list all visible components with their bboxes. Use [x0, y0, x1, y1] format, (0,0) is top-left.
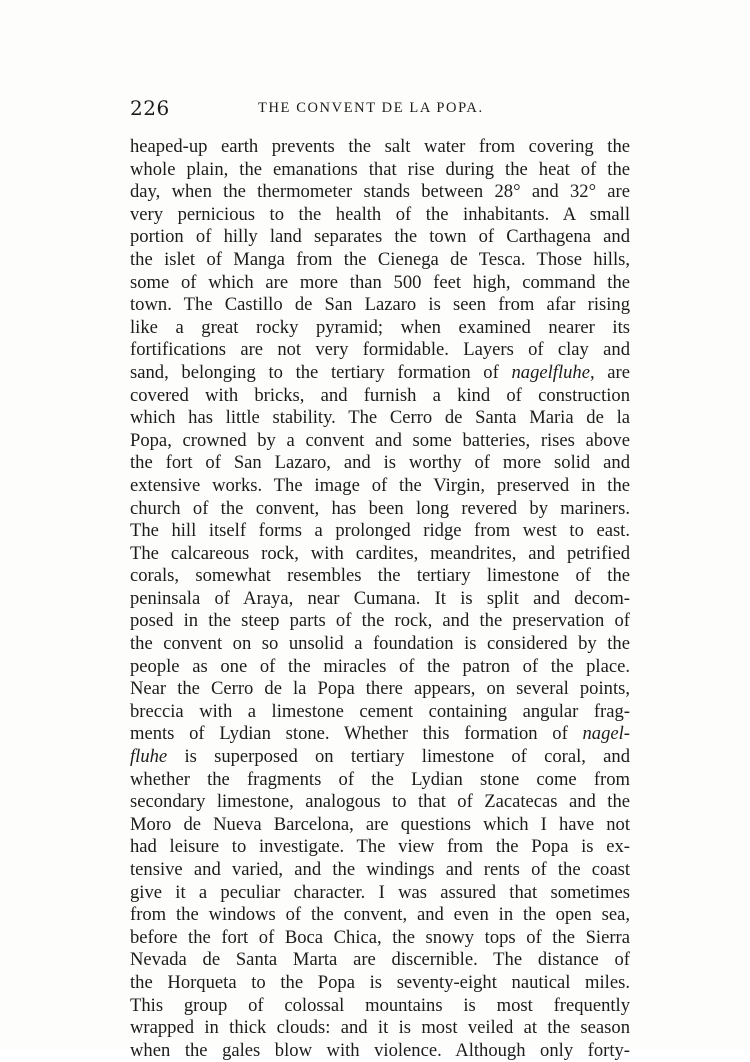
text-line: when the gales blow with violence. Although only forty- — [130, 1039, 630, 1061]
text-line: like a great rocky pyramid; when examined nearer its — [130, 316, 630, 338]
text-line: the fort of San Lazaro, and is worthy of more solid and — [130, 452, 630, 474]
text-line: which has little stability. The Cerro de Santa Maria de la — [130, 407, 630, 429]
text-line: extensive works. The image of the Virgin, preserved in the — [130, 474, 630, 496]
text-line: whole plain, the emanations that rise during the heat of the — [130, 158, 630, 180]
text-line: wrapped in thick clouds: and it is most veiled at the season — [130, 1017, 630, 1039]
text-line: fortifications are not very formidable. Layers of clay and — [130, 339, 630, 361]
text-line: some of which are more than 500 feet high, command the — [130, 271, 630, 293]
text-line: peninsala of Araya, near Cumana. It is split and decom- — [130, 587, 630, 609]
text-line: breccia with a limestone cement containing angular frag- — [130, 700, 630, 722]
text-line: the convent on so unsolid a foundation is considered by the — [130, 633, 630, 655]
text-line: day, when the thermometer stands between 28° and 32° are — [130, 181, 630, 203]
text-line: people as one of the miracles of the patron of the place. — [130, 655, 630, 677]
text-line: corals, somewhat resembles the tertiary limestone of the — [130, 565, 630, 587]
text-line: whether the fragments of the Lydian stone come from — [130, 768, 630, 790]
text-line: give it a peculiar character. I was assured that sometimes — [130, 881, 630, 903]
text-line: fluhe is superposed on tertiary limestone of coral, and — [130, 746, 630, 768]
text-line: town. The Castillo de San Lazaro is seen from afar rising — [130, 294, 630, 316]
text-line: The calcareous rock, with cardites, meandrites, and petrified — [130, 542, 630, 564]
text-line: secondary limestone, analogous to that of Zacatecas and the — [130, 791, 630, 813]
text-line: heaped-up earth prevents the salt water from covering the — [130, 136, 630, 157]
text-line: very pernicious to the health of the inhabitants. A small — [130, 203, 630, 225]
page-number: 226 — [130, 96, 170, 120]
text-line: This group of colossal mountains is most frequently — [130, 994, 630, 1016]
text-line: Nevada de Santa Marta are discernible. The distance of — [130, 949, 630, 971]
text-line: the Horqueta to the Popa is seventy-eight nautical miles. — [130, 971, 630, 993]
running-head — [130, 96, 630, 122]
text-line: before the fort of Boca Chica, the snowy tops of the Sierra — [130, 926, 630, 948]
text-line: church of the convent, has been long revered by mariners. — [130, 497, 630, 519]
running-title: THE CONVENT DE LA POPA. — [258, 100, 484, 116]
text-line: portion of hilly land separates the town of Carthagena and — [130, 226, 630, 248]
text-line: had leisure to investigate. The view from the Popa is ex- — [130, 836, 630, 858]
text-line: Near the Cerro de la Popa there appears, on several points, — [130, 678, 630, 700]
text-line: the islet of Manga from the Cienega de Tesca. Those hills, — [130, 248, 630, 270]
text-line: sand, belonging to the tertiary formation of nagelfluhe, are — [130, 361, 631, 383]
text-line: The hill itself forms a prolonged ridge from west to east. — [130, 520, 630, 542]
text-line: Moro de Nueva Barcelona, are questions which I have not — [130, 813, 630, 835]
text-line: ments of Lydian stone. Whether this formation of nagel- — [130, 723, 630, 745]
text-line: Popa, crowned by a convent and some batteries, rises above — [130, 429, 630, 451]
text-line: posed in the steep parts of the rock, and the preservation of — [130, 610, 630, 632]
text-line: from the windows of the convent, and even in the open sea, — [130, 904, 630, 926]
text-line: covered with bricks, and furnish a kind of construction — [130, 384, 630, 406]
text-line: tensive and varied, and the windings and rents of the coast — [130, 859, 630, 880]
body-text — [130, 136, 630, 1062]
